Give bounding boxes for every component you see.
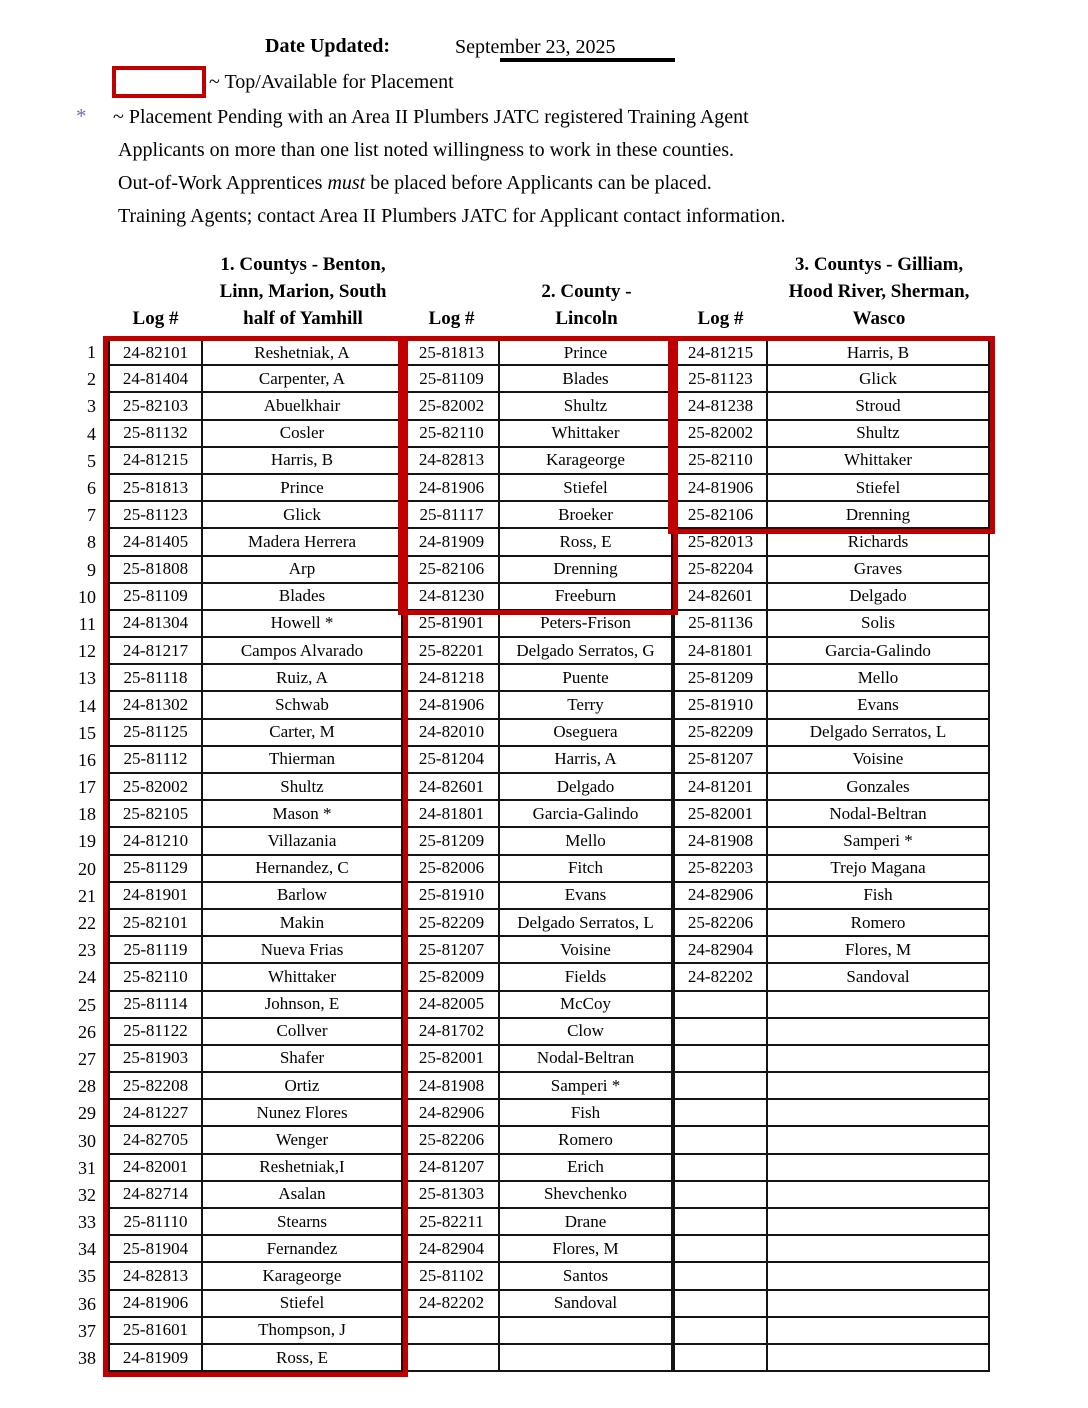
log-cell-group1: 24-81210 — [108, 828, 203, 855]
log-cell-group2: 24-81702 — [403, 1019, 500, 1046]
log-cell-group1: 25-81813 — [108, 475, 203, 502]
name-cell-group1: Collver — [203, 1019, 403, 1046]
log-cell-group2: 25-82201 — [403, 638, 500, 665]
log-cell-group3: 24-81215 — [673, 339, 768, 366]
log-cell-group1: 25-81122 — [108, 1019, 203, 1046]
log-cell-group3 — [673, 1345, 768, 1372]
row-number: 14 — [78, 695, 96, 716]
log-cell-group2: 25-82009 — [403, 964, 500, 991]
name-cell-group2: Flores, M — [500, 1236, 673, 1263]
name-cell-group2: Samperi * — [500, 1073, 673, 1100]
log-cell-group2: 25-82001 — [403, 1046, 500, 1073]
name-cell-group3: Graves — [768, 557, 990, 584]
log-cell-group3 — [673, 1236, 768, 1263]
row-number: 34 — [78, 1239, 96, 1260]
name-cell-group2: McCoy — [500, 992, 673, 1019]
name-cell-group2: Terry — [500, 692, 673, 719]
name-cell-group3: Trejo Magana — [768, 856, 990, 883]
log-cell-group3: 24-82601 — [673, 584, 768, 611]
name-cell-group2 — [500, 1345, 673, 1372]
row-number: 9 — [87, 559, 96, 580]
name-cell-group1: Johnson, E — [203, 992, 403, 1019]
log-cell-group3 — [673, 1318, 768, 1345]
log-cell-group3: 24-82906 — [673, 883, 768, 910]
log-cell-group2: 25-82211 — [403, 1209, 500, 1236]
log-cell-group1: 24-82705 — [108, 1127, 203, 1154]
row-number: 11 — [78, 613, 96, 634]
row-number: 25 — [78, 994, 96, 1015]
row-number: 30 — [78, 1130, 96, 1151]
log-cell-group2: 24-81207 — [403, 1155, 500, 1182]
group-title-line: Wasco — [852, 308, 906, 329]
note-oow-pre: Out-of-Work Apprentices — [118, 172, 328, 194]
log-cell-group2: 24-81908 — [403, 1073, 500, 1100]
name-cell-group3 — [768, 1318, 990, 1345]
placement-grid — [58, 339, 990, 1372]
legend-red-box — [112, 66, 206, 98]
log-cell-group1: 25-81601 — [108, 1318, 203, 1345]
log-cell-group1: 24-81302 — [108, 692, 203, 719]
log-cell-group1: 24-81405 — [108, 529, 203, 556]
name-cell-group2: Karageorge — [500, 448, 673, 475]
name-cell-group2: Drenning — [500, 557, 673, 584]
name-cell-group1: Mason * — [203, 801, 403, 828]
name-cell-group1: Nueva Frias — [203, 937, 403, 964]
row-number: 10 — [78, 586, 96, 607]
name-cell-group2: Drane — [500, 1209, 673, 1236]
log-cell-group2: 24-81906 — [403, 692, 500, 719]
log-cell-group3: 25-82106 — [673, 502, 768, 529]
name-cell-group1: Campos Alvarado — [203, 638, 403, 665]
log-cell-group1: 24-81909 — [108, 1345, 203, 1372]
group3-title — [768, 246, 990, 332]
legend-top-available-text: ~ Top/Available for Placement — [209, 71, 454, 93]
row-number: 32 — [78, 1184, 96, 1205]
name-cell-group2: Ross, E — [500, 529, 673, 556]
log-cell-group3: 24-81906 — [673, 475, 768, 502]
log-cell-group3 — [673, 992, 768, 1019]
name-cell-group1: Ortiz — [203, 1073, 403, 1100]
note-placement-pending: ~ Placement Pending with an Area II Plumbers JATC registered Training Agent — [113, 106, 749, 128]
name-cell-group2: Peters-Frison — [500, 611, 673, 638]
name-cell-group1: Stiefel — [203, 1291, 403, 1318]
log-cell-group1: 24-81304 — [108, 611, 203, 638]
name-cell-group2 — [500, 1318, 673, 1345]
name-cell-group2: Sandoval — [500, 1291, 673, 1318]
log-cell-group2: 24-81801 — [403, 801, 500, 828]
name-cell-group3 — [768, 1236, 990, 1263]
name-cell-group1: Shultz — [203, 774, 403, 801]
log-cell-group3 — [673, 1209, 768, 1236]
row-number: 19 — [78, 831, 96, 852]
name-cell-group3 — [768, 1209, 990, 1236]
name-cell-group3 — [768, 1182, 990, 1209]
name-cell-group2: Blades — [500, 366, 673, 393]
log-cell-group3: 24-81201 — [673, 774, 768, 801]
name-cell-group1: Reshetniak, A — [203, 339, 403, 366]
row-number: 33 — [78, 1212, 96, 1233]
name-cell-group3: Harris, B — [768, 339, 990, 366]
log-cell-group2: 25-82206 — [403, 1127, 500, 1154]
group-title-line: Lincoln — [555, 308, 618, 329]
name-cell-group2: Shultz — [500, 393, 673, 420]
row-number: 2 — [87, 369, 96, 390]
log-cell-group2: 25-81117 — [403, 502, 500, 529]
row-number: 24 — [78, 967, 96, 988]
name-cell-group1: Schwab — [203, 692, 403, 719]
log-cell-group3: 25-81207 — [673, 747, 768, 774]
name-cell-group3: Fish — [768, 883, 990, 910]
log-cell-group2: 25-81204 — [403, 747, 500, 774]
name-cell-group3: Glick — [768, 366, 990, 393]
name-cell-group3 — [768, 992, 990, 1019]
name-cell-group1: Reshetniak,I — [203, 1155, 403, 1182]
row-number: 28 — [78, 1076, 96, 1097]
name-cell-group3: Romero — [768, 910, 990, 937]
name-cell-group3 — [768, 1073, 990, 1100]
log-cell-group2: 25-81207 — [403, 937, 500, 964]
name-cell-group1: Nunez Flores — [203, 1100, 403, 1127]
group-title-line: half of Yamhill — [243, 308, 363, 329]
log-cell-group3: 24-81238 — [673, 393, 768, 420]
log-cell-group3 — [673, 1182, 768, 1209]
row-number: 29 — [78, 1103, 96, 1124]
name-cell-group1: Madera Herrera — [203, 529, 403, 556]
note-training-agents: Training Agents; contact Area II Plumbers JATC for Applicant contact information. — [118, 205, 786, 227]
log-cell-group2: 24-82601 — [403, 774, 500, 801]
name-cell-group2: Harris, A — [500, 747, 673, 774]
name-cell-group3 — [768, 1291, 990, 1318]
row-number: 16 — [78, 749, 96, 770]
log-cell-group1: 25-81132 — [108, 421, 203, 448]
name-cell-group1: Hernandez, C — [203, 856, 403, 883]
row-number: 17 — [78, 777, 96, 798]
group2-title — [500, 246, 673, 332]
name-cell-group2: Delgado — [500, 774, 673, 801]
name-cell-group1: Thompson, J — [203, 1318, 403, 1345]
name-cell-group1: Ruiz, A — [203, 665, 403, 692]
row-number: 1 — [87, 342, 96, 363]
log-cell-group1: 25-81125 — [108, 720, 203, 747]
log-cell-group1: 25-81119 — [108, 937, 203, 964]
name-cell-group1: Villazania — [203, 828, 403, 855]
log-cell-group1: 25-81110 — [108, 1209, 203, 1236]
name-cell-group3 — [768, 1127, 990, 1154]
log-cell-group1: 25-81109 — [108, 584, 203, 611]
name-cell-group3: Delgado Serratos, L — [768, 720, 990, 747]
log-cell-group2: 24-82904 — [403, 1236, 500, 1263]
name-cell-group2: Delgado Serratos, L — [500, 910, 673, 937]
name-cell-group1: Thierman — [203, 747, 403, 774]
name-cell-group3 — [768, 1345, 990, 1372]
log-cell-group2: 25-81303 — [403, 1182, 500, 1209]
name-cell-group3: Flores, M — [768, 937, 990, 964]
log-cell-group3: 24-82202 — [673, 964, 768, 991]
asterisk-marker: * — [76, 104, 87, 128]
log-cell-group2: 25-82209 — [403, 910, 500, 937]
name-cell-group3: Sandoval — [768, 964, 990, 991]
log-cell-group2: 25-82106 — [403, 557, 500, 584]
group-title-line: Linn, Marion, South — [219, 281, 387, 302]
log-cell-group3 — [673, 1291, 768, 1318]
row-number: 8 — [87, 532, 96, 553]
date-updated-value: September 23, 2025 — [455, 36, 616, 58]
name-cell-group2: Evans — [500, 883, 673, 910]
log-cell-group1: 25-81114 — [108, 992, 203, 1019]
name-cell-group3: Delgado — [768, 584, 990, 611]
log-cell-group3: 25-81910 — [673, 692, 768, 719]
name-cell-group1: Arp — [203, 557, 403, 584]
log-cell-group1: 25-81129 — [108, 856, 203, 883]
name-cell-group2: Prince — [500, 339, 673, 366]
name-cell-group2: Romero — [500, 1127, 673, 1154]
row-number: 12 — [78, 641, 96, 662]
log-cell-group2: 25-81901 — [403, 611, 500, 638]
log-cell-group2: 24-81230 — [403, 584, 500, 611]
name-cell-group2: Clow — [500, 1019, 673, 1046]
row-number: 20 — [78, 858, 96, 879]
row-number: 27 — [78, 1048, 96, 1069]
row-number: 23 — [78, 940, 96, 961]
name-cell-group2: Delgado Serratos, G — [500, 638, 673, 665]
log-cell-group3: 24-81908 — [673, 828, 768, 855]
log-cell-group3: 25-81136 — [673, 611, 768, 638]
name-cell-group3 — [768, 1019, 990, 1046]
log-cell-group1: 25-81808 — [108, 557, 203, 584]
log-cell-group2: 25-81910 — [403, 883, 500, 910]
log-cell-group3: 25-82203 — [673, 856, 768, 883]
note-oow-post: be placed before Applicants can be placed. — [365, 172, 712, 194]
row-number: 4 — [87, 423, 96, 444]
name-cell-group3: Solis — [768, 611, 990, 638]
log-cell-group1: 25-81123 — [108, 502, 203, 529]
group-title-line: Hood River, Sherman, — [788, 281, 970, 302]
log-header-group1: Log # — [132, 308, 179, 329]
row-number: 31 — [78, 1157, 96, 1178]
log-header-group2: Log # — [428, 308, 475, 329]
log-cell-group1: 25-82110 — [108, 964, 203, 991]
name-cell-group2: Stiefel — [500, 475, 673, 502]
name-cell-group2: Garcia-Galindo — [500, 801, 673, 828]
name-cell-group3 — [768, 1046, 990, 1073]
name-cell-group3: Gonzales — [768, 774, 990, 801]
group1-title — [203, 246, 403, 332]
name-cell-group2: Fish — [500, 1100, 673, 1127]
date-underline-rule — [500, 58, 675, 62]
name-cell-group2: Santos — [500, 1263, 673, 1290]
log-cell-group2: 24-82005 — [403, 992, 500, 1019]
log-cell-group2: 24-82202 — [403, 1291, 500, 1318]
name-cell-group2: Nodal-Beltran — [500, 1046, 673, 1073]
name-cell-group1: Asalan — [203, 1182, 403, 1209]
name-cell-group3: Garcia-Galindo — [768, 638, 990, 665]
name-cell-group2: Shevchenko — [500, 1182, 673, 1209]
name-cell-group1: Karageorge — [203, 1263, 403, 1290]
row-number: 26 — [78, 1021, 96, 1042]
name-cell-group3: Stiefel — [768, 475, 990, 502]
note-multiple-lists: Applicants on more than one list noted willingness to work in these counties. — [118, 139, 735, 161]
name-cell-group2: Puente — [500, 665, 673, 692]
name-cell-group2: Voisine — [500, 937, 673, 964]
name-cell-group3: Drenning — [768, 502, 990, 529]
name-cell-group2: Fitch — [500, 856, 673, 883]
log-cell-group1: 24-82001 — [108, 1155, 203, 1182]
name-cell-group3: Mello — [768, 665, 990, 692]
log-cell-group3: 25-82001 — [673, 801, 768, 828]
log-cell-group2: 25-81102 — [403, 1263, 500, 1290]
log-cell-group2: 25-82002 — [403, 393, 500, 420]
name-cell-group3: Nodal-Beltran — [768, 801, 990, 828]
log-cell-group3 — [673, 1019, 768, 1046]
name-cell-group2: Erich — [500, 1155, 673, 1182]
log-cell-group2: 25-82006 — [403, 856, 500, 883]
log-cell-group3: 25-82110 — [673, 448, 768, 475]
log-cell-group1: 24-81217 — [108, 638, 203, 665]
log-cell-group2: 24-81909 — [403, 529, 500, 556]
note-oow-must: must — [327, 172, 366, 194]
name-cell-group1: Glick — [203, 502, 403, 529]
row-number: 6 — [87, 478, 96, 499]
log-cell-group2: 25-81813 — [403, 339, 500, 366]
log-cell-group1: 24-81906 — [108, 1291, 203, 1318]
log-cell-group2: 24-82813 — [403, 448, 500, 475]
log-cell-group1: 24-82714 — [108, 1182, 203, 1209]
log-cell-group1: 24-81404 — [108, 366, 203, 393]
name-cell-group1: Whittaker — [203, 964, 403, 991]
log-cell-group2: 24-82906 — [403, 1100, 500, 1127]
log-cell-group1: 24-81901 — [108, 883, 203, 910]
row-number: 22 — [78, 913, 96, 934]
row-number: 36 — [78, 1293, 96, 1314]
name-cell-group1: Shafer — [203, 1046, 403, 1073]
log-cell-group2: 25-82110 — [403, 421, 500, 448]
log-cell-group3 — [673, 1046, 768, 1073]
name-cell-group3 — [768, 1155, 990, 1182]
log-cell-group2: 25-81109 — [403, 366, 500, 393]
name-cell-group3 — [768, 1100, 990, 1127]
log-cell-group2: 24-81218 — [403, 665, 500, 692]
log-cell-group3: 24-81801 — [673, 638, 768, 665]
log-cell-group3: 25-82209 — [673, 720, 768, 747]
group-title-line: 1. Countys - Benton, — [220, 254, 386, 275]
name-cell-group2: Whittaker — [500, 421, 673, 448]
log-cell-group2: 24-82010 — [403, 720, 500, 747]
row-number: 3 — [87, 396, 96, 417]
log-cell-group1: 25-82101 — [108, 910, 203, 937]
log-cell-group3: 24-82904 — [673, 937, 768, 964]
name-cell-group1: Blades — [203, 584, 403, 611]
log-cell-group1: 24-82813 — [108, 1263, 203, 1290]
name-cell-group1: Carpenter, A — [203, 366, 403, 393]
name-cell-group3: Shultz — [768, 421, 990, 448]
log-cell-group1: 25-81904 — [108, 1236, 203, 1263]
name-cell-group1: Ross, E — [203, 1345, 403, 1372]
log-cell-group1: 24-82101 — [108, 339, 203, 366]
name-cell-group1: Barlow — [203, 883, 403, 910]
name-cell-group2: Freeburn — [500, 584, 673, 611]
log-cell-group1: 25-82002 — [108, 774, 203, 801]
row-number: 37 — [78, 1320, 96, 1341]
log-cell-group1: 25-81112 — [108, 747, 203, 774]
log-cell-group3 — [673, 1127, 768, 1154]
name-cell-group1: Harris, B — [203, 448, 403, 475]
row-number: 38 — [78, 1348, 96, 1369]
log-cell-group3 — [673, 1263, 768, 1290]
log-cell-group2: 24-81906 — [403, 475, 500, 502]
log-cell-group1: 25-81118 — [108, 665, 203, 692]
group-title-line: 2. County - — [541, 281, 632, 302]
name-cell-group3: Voisine — [768, 747, 990, 774]
name-cell-group3: Samperi * — [768, 828, 990, 855]
name-cell-group1: Makin — [203, 910, 403, 937]
log-cell-group1: 24-81215 — [108, 448, 203, 475]
name-cell-group1: Carter, M — [203, 720, 403, 747]
row-number: 5 — [87, 450, 96, 471]
log-cell-group3: 25-82206 — [673, 910, 768, 937]
log-cell-group1: 25-82208 — [108, 1073, 203, 1100]
log-cell-group3: 25-82002 — [673, 421, 768, 448]
name-cell-group2: Mello — [500, 828, 673, 855]
name-cell-group1: Cosler — [203, 421, 403, 448]
name-cell-group3: Whittaker — [768, 448, 990, 475]
log-cell-group1: 24-81227 — [108, 1100, 203, 1127]
name-cell-group1: Howell * — [203, 611, 403, 638]
name-cell-group1: Wenger — [203, 1127, 403, 1154]
name-cell-group1: Abuelkhair — [203, 393, 403, 420]
log-cell-group3: 25-81123 — [673, 366, 768, 393]
log-cell-group3: 25-82204 — [673, 557, 768, 584]
log-header-group3: Log # — [697, 308, 744, 329]
log-cell-group2: 25-81209 — [403, 828, 500, 855]
name-cell-group3 — [768, 1263, 990, 1290]
log-cell-group3: 25-82013 — [673, 529, 768, 556]
row-number: 21 — [78, 885, 96, 906]
name-cell-group2: Broeker — [500, 502, 673, 529]
log-cell-group3 — [673, 1073, 768, 1100]
name-cell-group1: Prince — [203, 475, 403, 502]
row-number: 13 — [78, 668, 96, 689]
log-cell-group3 — [673, 1155, 768, 1182]
note-out-of-work — [118, 170, 712, 196]
log-cell-group2 — [403, 1318, 500, 1345]
name-cell-group3: Richards — [768, 529, 990, 556]
date-updated-label: Date Updated: — [265, 35, 390, 57]
log-cell-group1: 25-82103 — [108, 393, 203, 420]
row-number: 7 — [87, 505, 96, 526]
row-number: 15 — [78, 722, 96, 743]
name-cell-group2: Oseguera — [500, 720, 673, 747]
name-cell-group1: Stearns — [203, 1209, 403, 1236]
row-number: 18 — [78, 804, 96, 825]
name-cell-group1: Fernandez — [203, 1236, 403, 1263]
log-cell-group1: 25-81903 — [108, 1046, 203, 1073]
log-cell-group1: 25-82105 — [108, 801, 203, 828]
log-cell-group3 — [673, 1100, 768, 1127]
row-number: 35 — [78, 1266, 96, 1287]
log-cell-group2 — [403, 1345, 500, 1372]
log-cell-group3: 25-81209 — [673, 665, 768, 692]
group-title-line: 3. Countys - Gilliam, — [794, 254, 964, 275]
name-cell-group2: Fields — [500, 964, 673, 991]
name-cell-group3: Evans — [768, 692, 990, 719]
name-cell-group3: Stroud — [768, 393, 990, 420]
